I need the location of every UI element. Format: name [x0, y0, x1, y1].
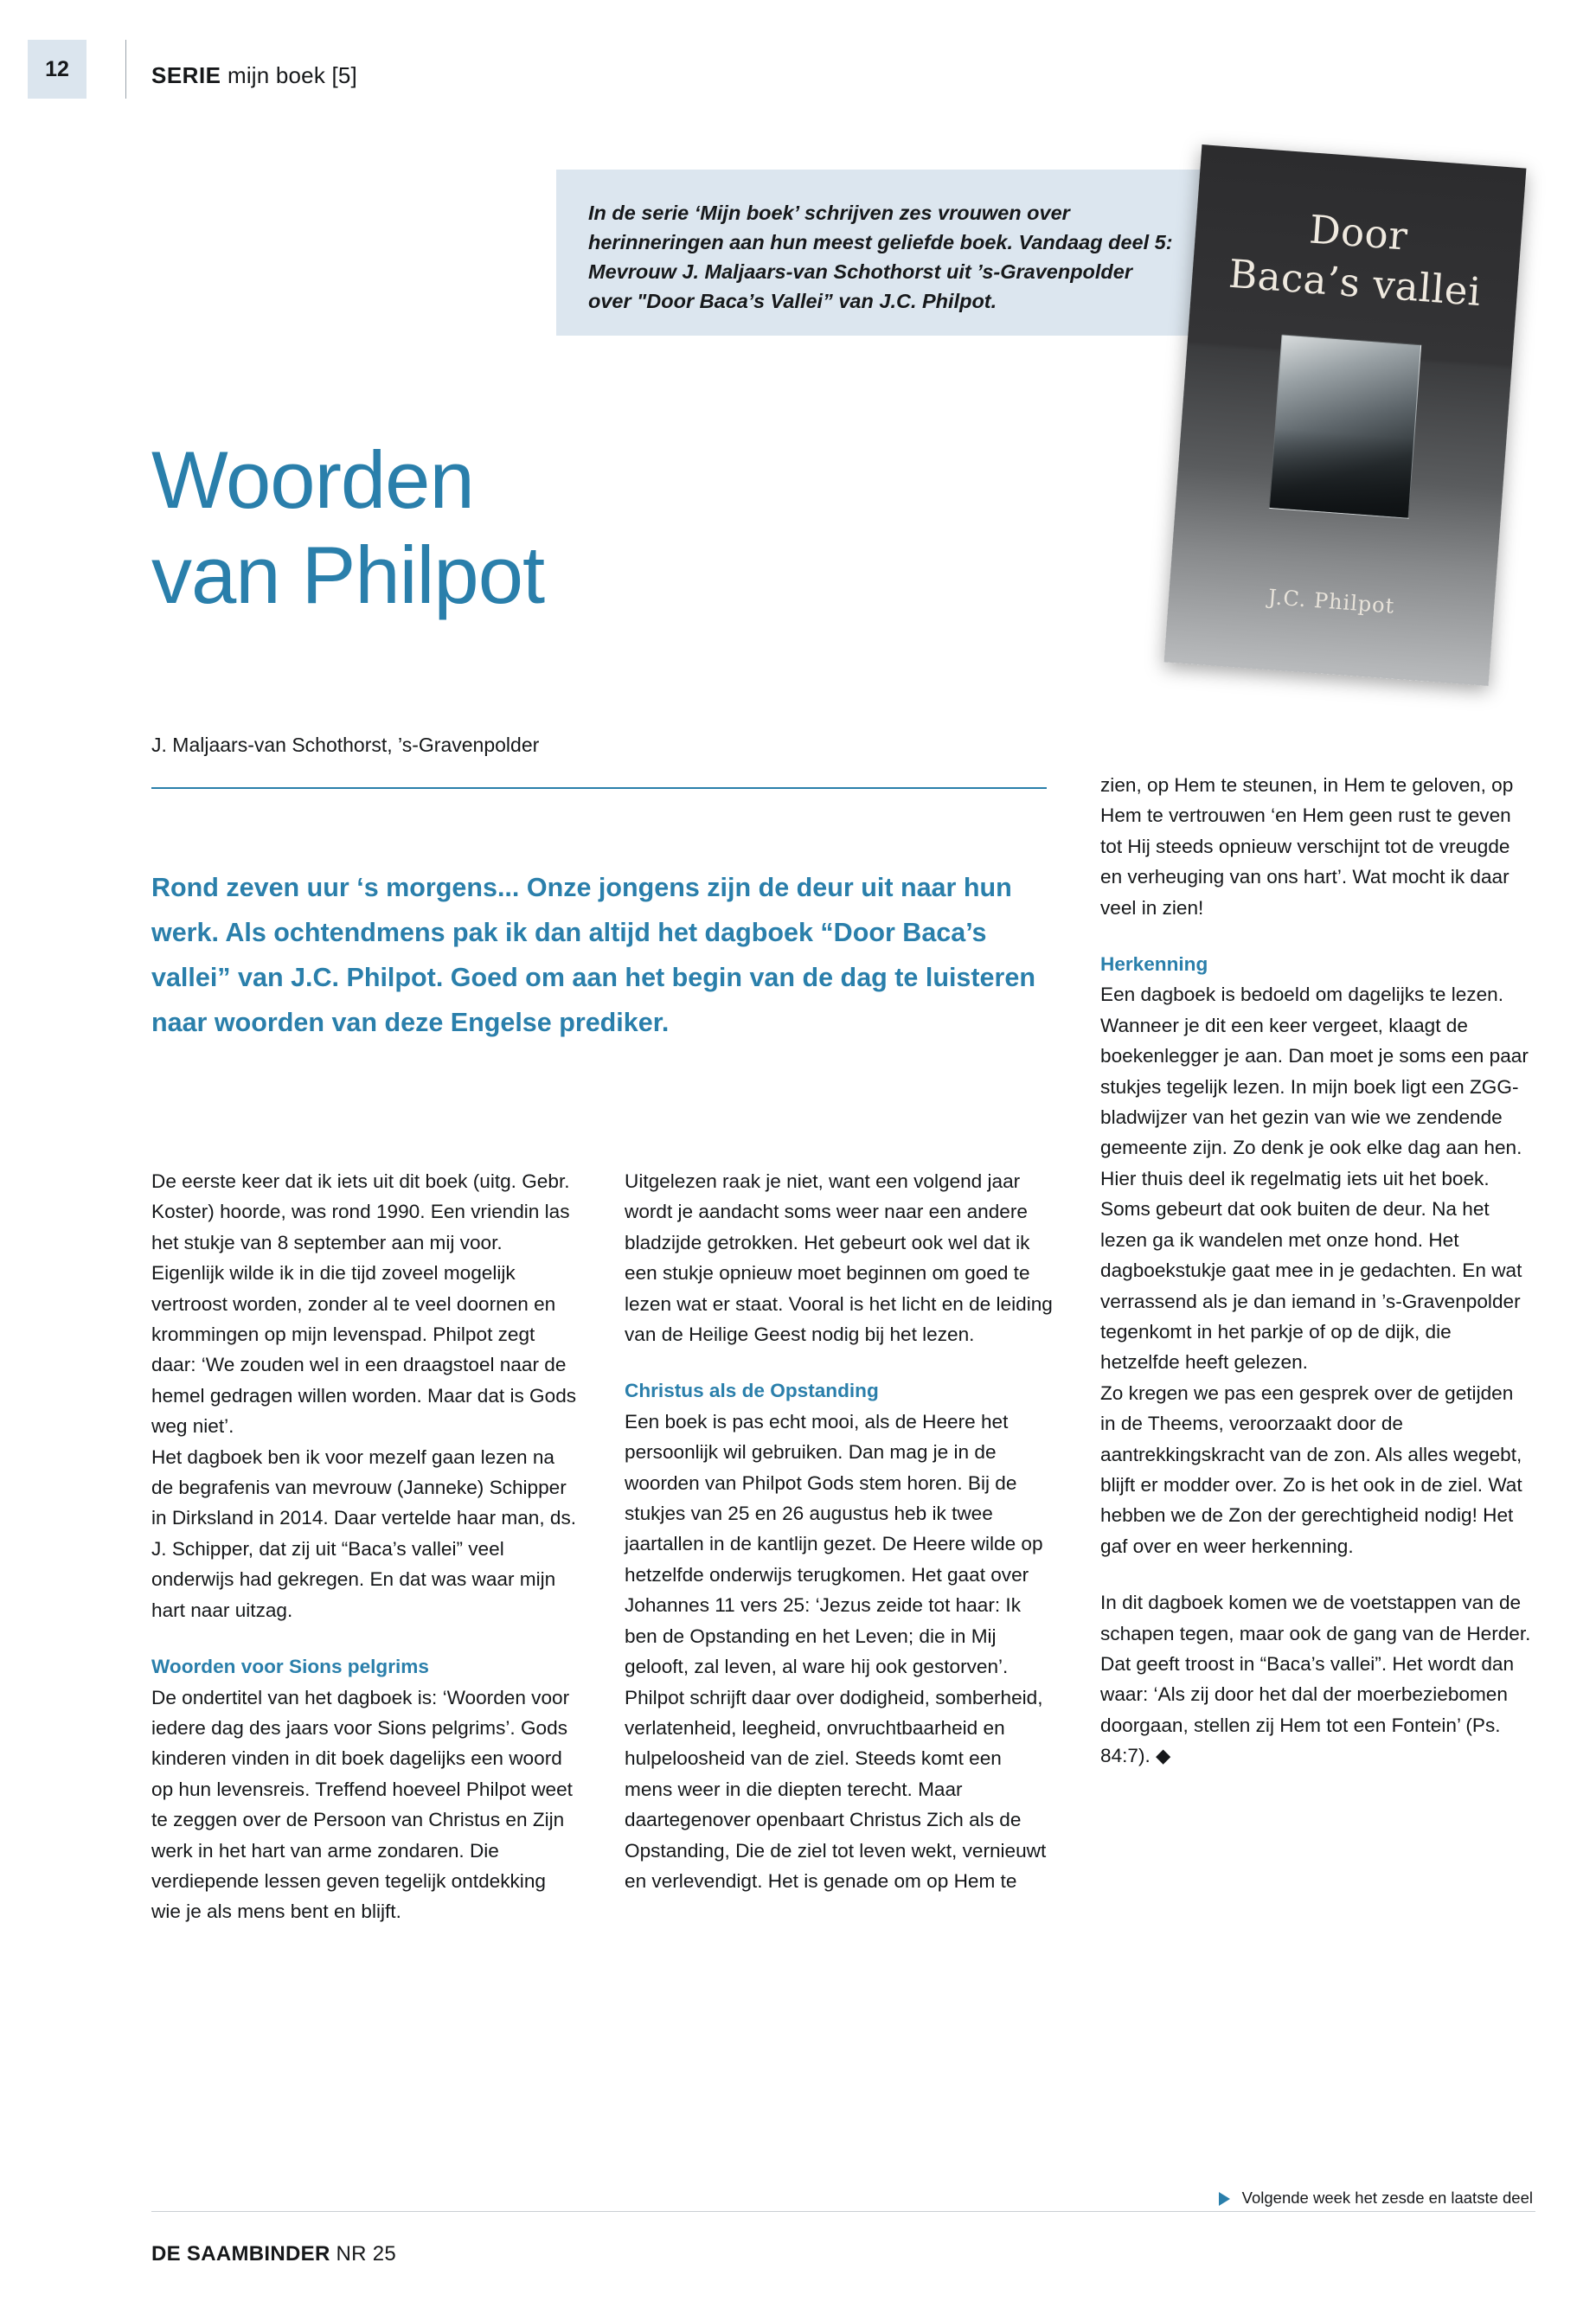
lead-paragraph: Rond zeven uur ‘s morgens... Onze jongens zijn de deur uit naar hun werk. Als ochtendmens pak ik dan altijd het dagboek “Door Baca’s vallei” van J.C. Philpot. Goed om aan het begin van de dag te luisteren naar woorden van deze Engelse prediker. — [151, 873, 1035, 1037]
paragraph: In dit dagboek komen we de voetstappen van de schapen tegen, maar ook de gang van de Herder. Dat geeft troost in “Baca’s vallei”. Het wordt dan waar: ‘Als zij door het dal der moerbeziebomen doorgaan, stellen zij Hem tot een Fontein’ (Ps. 84:7). ◆ — [1100, 1592, 1531, 1767]
paragraph: Hier thuis deel ik regelmatig iets uit het boek. Soms gebeurt dat ook buiten de deur. Na het lezen ga ik wandelen met onze hond. Het dagboekstukje gaat mee in je gedachten. En wat verrassend als je dan iemand in ’s-Gravenpolder tegenkomt in het parkje of op de dijk, die hetzelfde heeft gelezen. — [1100, 1167, 1522, 1374]
next-issue-text: Volgende week het zesde en laatste deel — [1241, 2189, 1533, 2207]
paragraph: Een dagboek is bedoeld om dagelijks te lezen. Wanneer je dit een keer vergeet, klaagt de boekenlegger je aan. Dan moet je soms een paar stukjes tegelijk lezen. In mijn boek ligt een ZGG-bladwijzer van het gezin van wie we zendende gemeente zijn. Zo denk je ook elke dag aan hen. — [1100, 984, 1529, 1159]
section-label: SERIE — [151, 62, 221, 88]
page-number: 12 — [45, 56, 69, 81]
page-number-badge — [28, 40, 87, 99]
cover-photo — [1269, 334, 1421, 518]
page-title — [151, 433, 757, 623]
intro-text: In de serie ‘Mijn boek’ schrijven zes vrouwen over herinneringen aan hun meest geliefde boek. Vandaag deel 5: Mevrouw J. Maljaars-van Schothorst uit ’s-Gravenpolder over "Door Baca’s Vallei” van J.C. Philpot. — [588, 202, 1173, 312]
cover-title-line1: Door — [1307, 206, 1410, 260]
body-column-2 — [625, 1166, 1053, 1896]
headline-line-1: Woorden — [151, 434, 474, 525]
footer — [151, 2242, 396, 2266]
cover-title — [1191, 196, 1522, 320]
issue-number: NR 25 — [336, 2242, 397, 2266]
arrow-right-icon — [1219, 2192, 1230, 2206]
byline: J. Maljaars-van Schothorst, ’s-Gravenpolder — [151, 734, 540, 756]
byline-divider — [151, 787, 1047, 789]
paragraph: zien, op Hem te steunen, in Hem te geloven, op Hem te vertrouwen ‘en Hem geen rust te geven tot Hij steeds opnieuw verschijnt tot de vreugde en verheuging van ons hart’. Wat mocht ik daar veel in zien! — [1100, 774, 1514, 919]
intro-box — [556, 170, 1211, 336]
paragraph: De ondertitel van het dagboek is: ‘Woorden voor iedere dag des jaars voor Sions pelgrims’. Gods kinderen vinden in dit boek dagelijks een woord op hun levensreis. Treffend hoeveel Philpot weet te zeggen over de Persoon van Christus en Zijn werk in het hart van arme zondaren. Die verdiepende lessen geven tegelijk ontdekking wie je als mens bent en blijft. — [151, 1686, 573, 1923]
subheading: Woorden voor Sions pelgrims — [151, 1656, 429, 1678]
cover-author: J.C. Philpot — [1267, 585, 1396, 619]
book-cover-image — [1172, 138, 1535, 701]
body-column-3 — [1100, 770, 1533, 1772]
paragraph: Het dagboek ben ik voor mezelf gaan lezen na de begrafenis van mevrouw (Janneke) Schipper in Dirksland in 2014. Daar vertelde haar man, ds. J. Schipper, dat zij uit “Baca’s vallei” veel onderwijs had gekregen. En dat was waar mijn hart naar uitzag. — [151, 1445, 577, 1621]
header-divider — [125, 40, 126, 99]
section-subtitle: mijn boek [5] — [227, 62, 357, 88]
paragraph: Zo kregen we pas een gesprek over de getijden in de Theems, veroorzaakt door de aantrekkingskracht van de zon. Als alles wegebt, blijft er modder over. Zo is het ook in de ziel. Wat hebben we de Zon der gerechtigheid nodig! Het gaf over en weer herkenning. — [1100, 1381, 1522, 1557]
book-cover — [1164, 144, 1527, 686]
next-issue-note — [1100, 2189, 1533, 2208]
paragraph: Uitgelezen raak je niet, want een volgend jaar wordt je aandacht soms weer naar een andere bladzijde getrokken. Het gebeurt ook wel dat ik een stukje opnieuw moet beginnen om goed te lezen wat er staat. Vooral is het licht en de leiding van de Heilige Geest nodig bij het lezen. — [625, 1170, 1053, 1346]
paragraph: Een boek is pas echt mooi, als de Heere het persoonlijk wil gebruiken. Dan mag je in de woorden van Philpot Gods stem horen. Bij de stukjes van 25 en 26 augustus heb ik twee jaartallen in de kantlijn gezet. De Heere wilde op hetzelfde onderwijs terugkomen. Het gaat over Johannes 11 vers 25: ‘Jezus zeide tot haar: Ik ben de Opstanding en het Leven; die in Mij gelooft, zal leven, al ware hij ook gestorven’. — [625, 1410, 1043, 1678]
cover-title-line2: Baca’s vallei — [1227, 250, 1483, 316]
subheading: Christus als de Opstanding — [625, 1380, 879, 1402]
publication-name: DE SAAMBINDER — [151, 2242, 330, 2266]
body-column-1 — [151, 1166, 577, 1927]
section-header — [151, 62, 357, 89]
headline-line-2: van Philpot — [151, 529, 545, 620]
paragraph: Philpot schrijft daar over dodigheid, somberheid, verlatenheid, leegheid, onvruchtbaarheid en hulpeloosheid van de ziel. Steeds komt een mens weer in die diepten terecht. Maar daartegenover openbaart Christus Zich als de Opstanding, Die de ziel tot leven wekt, vernieuwt en verlevendigt. Het is genade om op Hem te — [625, 1686, 1047, 1892]
subheading: Herkenning — [1100, 953, 1208, 976]
footer-divider — [151, 2211, 1535, 2212]
paragraph: De eerste keer dat ik iets uit dit boek (uitg. Gebr. Koster) hoorde, was rond 1990. Een vriendin las het stukje van 8 september aan mij voor. Eigenlijk wilde ik in die tijd zoveel mogelijk vertroost worden, zonder al te veel doornen en krommingen op mijn levenspad. Philpot zegt daar: ‘We zouden wel in een draagstoel naar de hemel gedragen willen worden. Maar dat is Gods weg niet’. — [151, 1170, 577, 1438]
